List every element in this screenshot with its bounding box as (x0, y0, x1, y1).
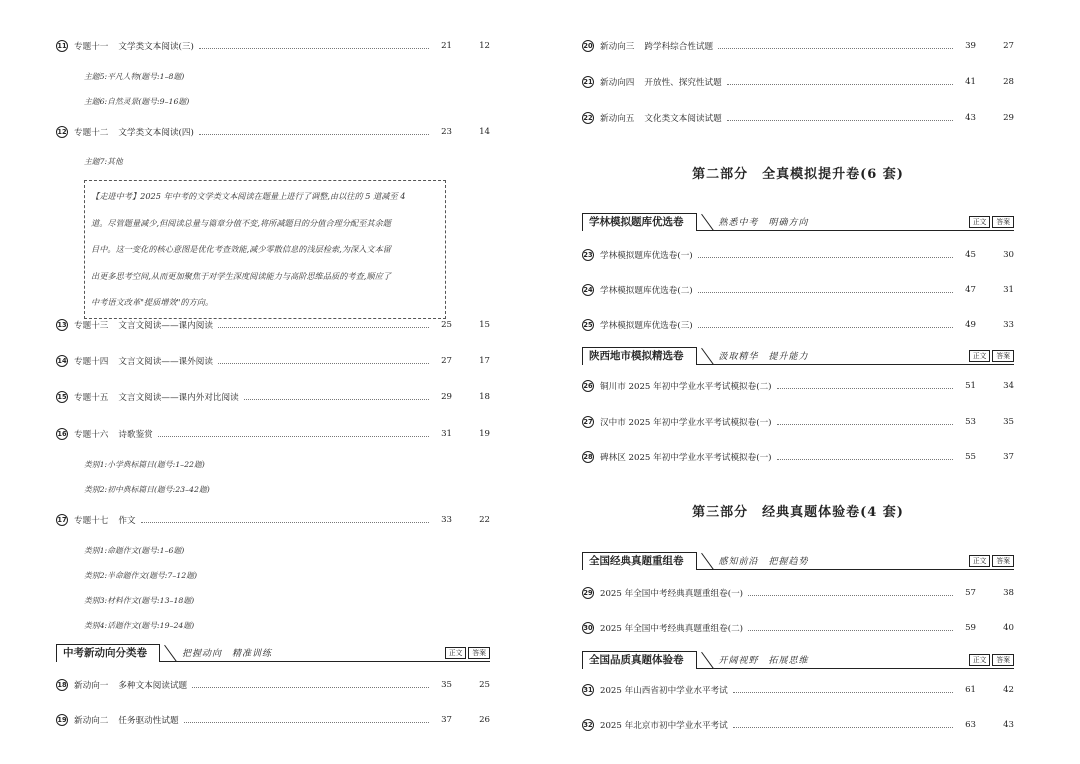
entry-title: 作文 (118, 516, 136, 526)
page-answer: 42 (1003, 685, 1014, 695)
page-text: 29 (441, 392, 452, 402)
page-text: 47 (965, 285, 976, 295)
page-answer: 40 (1003, 623, 1014, 633)
page-text: 43 (965, 113, 976, 123)
note-line: 目中。这一变化的核心意图是优化考查效能,减少零散信息的浅层检索,为深入文本留 (91, 244, 391, 254)
toc-entry[interactable] (582, 414, 1014, 430)
toc-entry[interactable] (56, 124, 490, 140)
dot-leader (141, 517, 429, 523)
entry-title: 汉中市 2025 年初中学业水平考试模拟卷(一) (600, 418, 772, 428)
page-text: 51 (965, 381, 976, 391)
page-answer: 17 (479, 356, 490, 366)
dot-leader (748, 590, 953, 596)
page-answer: 37 (1003, 452, 1014, 462)
dot-leader (777, 419, 953, 425)
dot-leader (748, 625, 953, 631)
toc-entry[interactable] (582, 247, 1014, 263)
page-text: 63 (965, 720, 976, 730)
page-answer: 35 (1003, 417, 1014, 427)
entry-label: 新动向三 (600, 42, 635, 52)
entry-number: 23 (583, 251, 593, 259)
page-text: 59 (965, 623, 976, 633)
entry-title: 2025 年全国中考经典真题重组卷(一) (600, 589, 744, 599)
banner-slogan: 汲取精华 提升能力 (718, 352, 809, 362)
sub-topic: 类别2:半命题作文(题号:7–12题) (84, 571, 198, 580)
part-two-title: 第二部分 全真模拟提升卷(6 套) (692, 167, 904, 182)
toc-entry[interactable] (56, 512, 490, 528)
entry-title: 文化类文本阅读试题 (644, 114, 722, 124)
page-text: 25 (441, 320, 452, 330)
note-line: 出更多思考空间,从而更加聚焦于对学生深度阅读能力与高阶思维品质的考查,顺应了 (91, 270, 391, 281)
banner-title: 陕西地市模拟精选卷 (582, 347, 697, 365)
dot-leader (218, 322, 429, 328)
toc-entry[interactable] (582, 682, 1014, 698)
entry-label: 专题十二 (74, 128, 109, 138)
banner-title: 学林模拟题库优选卷 (582, 213, 697, 231)
dot-leader (199, 43, 429, 49)
entry-number: 15 (57, 393, 67, 401)
entry-number: 27 (583, 418, 593, 426)
page-text: 49 (965, 320, 976, 330)
dot-leader (184, 717, 429, 723)
banner-slogan: 把握动向 精准训练 (182, 649, 273, 659)
entry-label: 专题十三 (74, 321, 109, 331)
page-answer: 22 (479, 515, 490, 525)
entry-title: 跨学科综合性试题 (644, 42, 714, 52)
banner-slash (695, 347, 709, 365)
dot-leader (218, 358, 429, 364)
entry-number: 20 (583, 42, 593, 50)
page-text: 45 (965, 250, 976, 260)
entry-label: 专题十六 (74, 430, 109, 440)
page-answer: 27 (1003, 41, 1014, 51)
toc-entry[interactable] (582, 317, 1014, 333)
banner-slogan: 感知前沿 把握趋势 (718, 557, 809, 567)
entry-title: 学林模拟题库优选卷(一) (600, 251, 693, 261)
page-text: 31 (441, 429, 452, 439)
page-answer: 33 (1003, 320, 1014, 330)
banner-slash (695, 213, 709, 231)
page-answer: 34 (1003, 381, 1014, 391)
entry-title: 2025 年北京市初中学业水平考试 (600, 721, 728, 731)
toc-entry[interactable] (56, 353, 490, 369)
entry-number: 25 (583, 321, 593, 329)
entry-number: 21 (583, 78, 593, 86)
toc-entry[interactable] (582, 110, 1014, 126)
page-text: 39 (965, 41, 976, 51)
entry-label: 新动向四 (600, 78, 635, 88)
page-text: 33 (441, 515, 452, 525)
entry-title: 开放性、探究性试题 (644, 78, 722, 88)
dot-leader (733, 687, 953, 693)
page-answer: 31 (1003, 285, 1014, 295)
entry-number: 28 (583, 453, 593, 461)
tag-text: 正文 (969, 216, 991, 228)
sub-topic: 主题7:其他 (84, 157, 123, 166)
entry-number: 16 (57, 430, 67, 438)
entry-title: 铜川市 2025 年初中学业水平考试模拟卷(二) (600, 382, 772, 392)
section-banner (582, 552, 1014, 570)
entry-title: 文言文阅读——课内阅读 (118, 321, 213, 331)
entry-label: 专题十五 (74, 393, 109, 403)
entry-number: 17 (57, 516, 67, 524)
banner-slash (695, 651, 709, 669)
sub-topic: 类别1:小学典标篇目(题号:1–22题) (84, 460, 205, 469)
entry-title: 文学类文本阅读(三) (118, 42, 194, 52)
dot-leader (244, 394, 429, 400)
dot-leader (777, 454, 953, 460)
dot-leader (718, 43, 953, 49)
page-text: 27 (441, 356, 452, 366)
page-answer: 38 (1003, 588, 1014, 598)
toc-entry[interactable] (56, 712, 490, 728)
toc-entry[interactable] (582, 378, 1014, 394)
page-answer: 14 (479, 127, 490, 137)
entry-number: 13 (57, 321, 67, 329)
entry-number: 14 (57, 357, 67, 365)
section-banner (582, 651, 1014, 669)
banner-slogan: 熟悉中考 明确方向 (718, 218, 809, 228)
dot-leader (698, 287, 953, 293)
page-answer: 29 (1003, 113, 1014, 123)
section-banner (582, 213, 1014, 231)
banner-title: 全国经典真题重组卷 (582, 552, 697, 570)
banner-title: 全国品质真题体验卷 (582, 651, 697, 669)
page-answer: 43 (1003, 720, 1014, 730)
entry-number: 26 (583, 382, 593, 390)
entry-title: 学林模拟题库优选卷(二) (600, 286, 693, 296)
note-line: 【走进中考】2025 年中考的文学类文本阅读在题量上进行了调整,由以往的 5 道减至 4 (91, 191, 406, 201)
banner-slash (695, 552, 709, 570)
entry-number: 32 (583, 721, 593, 729)
toc-entry[interactable] (56, 389, 490, 405)
entry-label: 专题十一 (74, 42, 109, 52)
entry-title: 2025 年全国中考经典真题重组卷(二) (600, 624, 744, 634)
page-text: 57 (965, 588, 976, 598)
dot-leader (727, 115, 953, 121)
entry-title: 文学类文本阅读(四) (118, 128, 194, 138)
dot-leader (727, 79, 953, 85)
page-text: 21 (441, 41, 452, 51)
entry-title: 文言文阅读——课内外对比阅读 (118, 393, 239, 403)
part-three-title: 第三部分 经典真题体验卷(4 套) (692, 505, 904, 520)
page-answer: 19 (479, 429, 490, 439)
sub-topic: 类别3:材料作文(题号:13–18题) (84, 596, 195, 605)
entry-number: 31 (583, 686, 593, 694)
page-text: 53 (965, 417, 976, 427)
dot-leader (199, 129, 429, 135)
toc-entry[interactable] (582, 74, 1014, 90)
page-answer: 28 (1003, 77, 1014, 87)
entry-label: 新动向二 (74, 716, 109, 726)
toc-entry[interactable] (56, 317, 490, 333)
dot-leader (698, 322, 953, 328)
tag-text: 正文 (969, 654, 991, 666)
toc-entry[interactable] (582, 38, 1014, 54)
page-answer: 25 (479, 680, 490, 690)
sub-topic: 主题5:平凡人物(题号:1–8题) (84, 72, 185, 81)
banner-title: 中考新动向分类卷 (56, 644, 160, 662)
dot-leader (777, 383, 953, 389)
toc-entry[interactable] (582, 282, 1014, 298)
tag-answer: 答案 (992, 216, 1014, 228)
tag-answer: 答案 (992, 555, 1014, 567)
tag-text: 正文 (969, 350, 991, 362)
toc-entry[interactable] (582, 449, 1014, 465)
entry-title: 学林模拟题库优选卷(三) (600, 321, 693, 331)
entry-title: 诗歌鉴赏 (118, 430, 153, 440)
entry-number: 12 (57, 128, 67, 136)
banner-slogan: 开阔视野 拓展思维 (718, 656, 809, 666)
toc-entry[interactable] (582, 620, 1014, 636)
tag-answer: 答案 (992, 350, 1014, 362)
dot-leader (698, 252, 953, 258)
page-text: 23 (441, 127, 452, 137)
page-answer: 12 (479, 41, 490, 51)
section-banner (582, 347, 1014, 365)
dot-leader (733, 722, 953, 728)
sub-topic: 类别4:话题作文(题号:19–24题) (84, 621, 195, 630)
entry-label: 专题十七 (74, 516, 109, 526)
entry-number: 24 (583, 286, 593, 294)
toc-entry[interactable] (582, 585, 1014, 601)
entry-title: 碑林区 2025 年初中学业水平考试模拟卷(一) (600, 453, 772, 463)
entry-label: 新动向五 (600, 114, 635, 124)
dot-leader (158, 431, 429, 437)
page-text: 61 (965, 685, 976, 695)
toc-entry[interactable] (56, 38, 490, 54)
entry-title: 2025 年山西省初中学业水平考试 (600, 686, 728, 696)
tag-answer: 答案 (992, 654, 1014, 666)
tag-text: 正文 (969, 555, 991, 567)
note-line: 道。尽管题量减少,但阅读总量与篇章分值不变,将所减题目的分值合理分配至其余题 (91, 217, 391, 228)
tag-text: 正文 (445, 647, 467, 659)
tag-answer: 答案 (468, 647, 490, 659)
entry-number: 11 (57, 42, 67, 50)
sub-topic: 主题6:自然灵景(题号:9–16题) (84, 97, 190, 106)
toc-entry[interactable] (582, 717, 1014, 733)
entry-number: 18 (57, 681, 67, 689)
page-text: 37 (441, 715, 452, 725)
page-text: 35 (441, 680, 452, 690)
page-text: 55 (965, 452, 976, 462)
page-text: 41 (965, 77, 976, 87)
entry-title: 文言文阅读——课外阅读 (118, 357, 213, 367)
toc-entry[interactable] (56, 677, 490, 693)
dot-leader (192, 682, 429, 688)
entry-label: 新动向一 (74, 681, 109, 691)
note-box (84, 180, 446, 319)
entry-title: 任务驱动性试题 (118, 716, 179, 726)
entry-number: 19 (57, 716, 67, 724)
page-answer: 18 (479, 392, 490, 402)
entry-number: 22 (583, 114, 593, 122)
section-banner (56, 644, 490, 662)
toc-entry[interactable] (56, 426, 490, 442)
banner-slash (158, 644, 172, 662)
note-line: 中考语文改革"提质增效"的方向。 (91, 297, 214, 307)
page-answer: 15 (479, 320, 490, 330)
page-answer: 26 (479, 715, 490, 725)
entry-label: 专题十四 (74, 357, 109, 367)
entry-title: 多种文本阅读试题 (118, 681, 188, 691)
entry-number: 30 (583, 624, 593, 632)
sub-topic: 类别1:命题作文(题号:1–6题) (84, 546, 185, 555)
entry-number: 29 (583, 589, 593, 597)
sub-topic: 类别2:初中典标篇目(题号:23–42题) (84, 485, 210, 494)
page-answer: 30 (1003, 250, 1014, 260)
